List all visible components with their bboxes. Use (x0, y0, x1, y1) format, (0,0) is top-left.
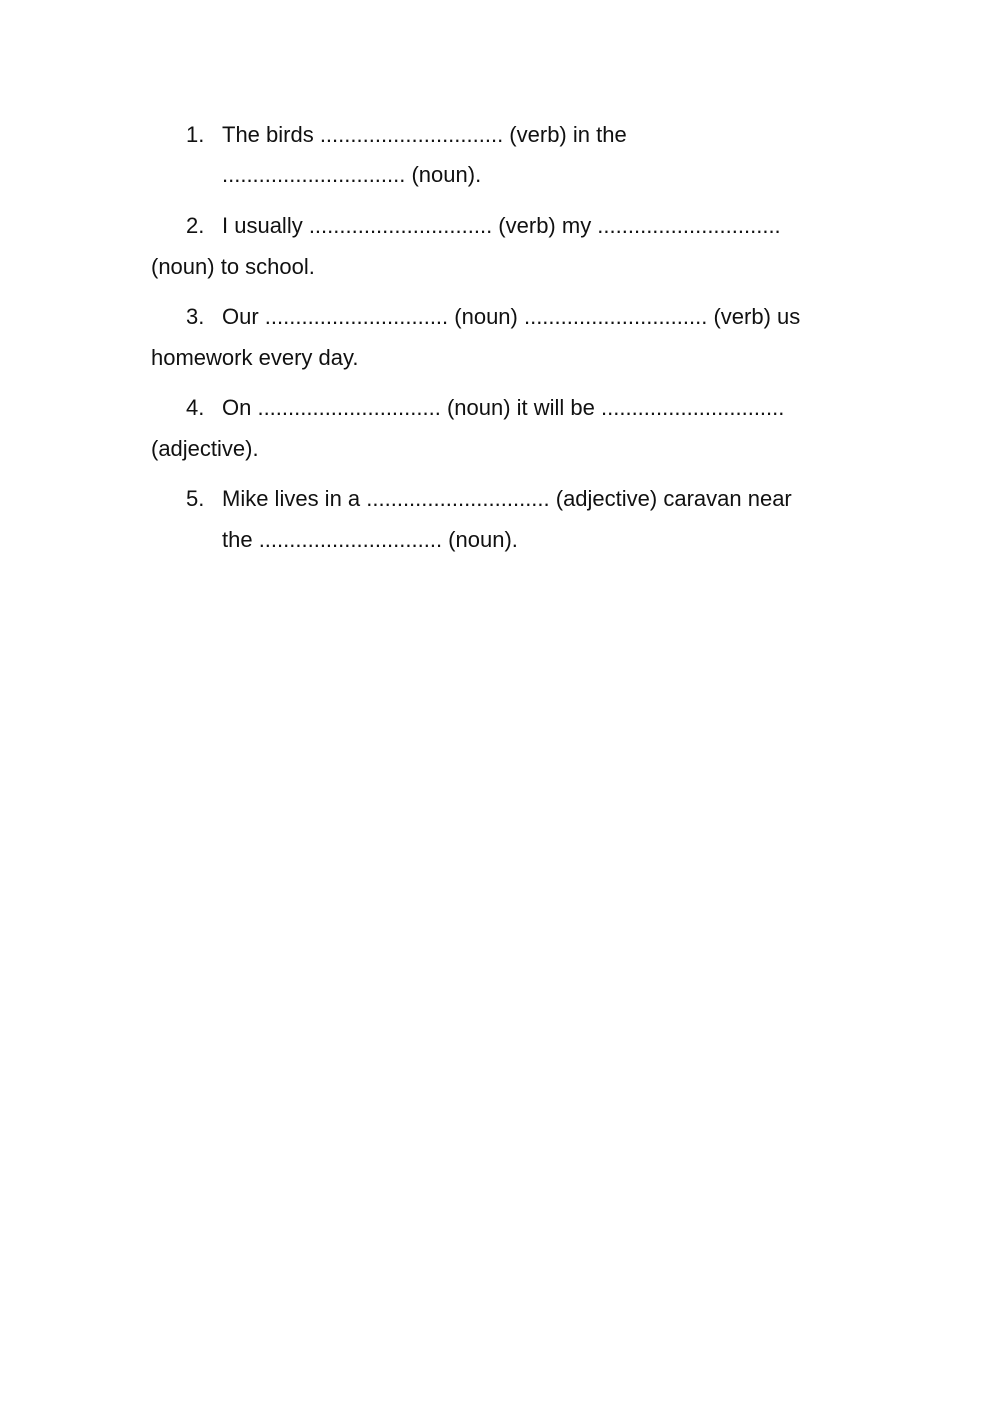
item-3-line-2: homework every day. (151, 345, 359, 370)
item-2-line-1: I usually .............................. (verb) my .............................. (222, 213, 781, 238)
item-number: 4. (186, 395, 205, 420)
item-number: 3. (186, 304, 205, 329)
item-5-line-2: the .............................. (noun). (222, 527, 518, 552)
item-3-line-1: Our .............................. (noun) .............................. (verb) us (222, 304, 801, 329)
item-number: 2. (186, 213, 205, 238)
item-number: 5. (186, 486, 205, 511)
item-2-line-2: (noun) to school. (151, 254, 315, 279)
item-5-line-1: Mike lives in a .............................. (adjective) caravan near (222, 486, 792, 511)
item-1-line-2: .............................. (noun). (222, 162, 482, 187)
item-4-line-1: On .............................. (noun) it will be .............................. (222, 395, 785, 420)
item-number: 1. (186, 122, 205, 147)
item-4-line-2: (adjective). (151, 436, 259, 461)
item-1-line-1: The birds .............................. (verb) in the (222, 122, 627, 147)
